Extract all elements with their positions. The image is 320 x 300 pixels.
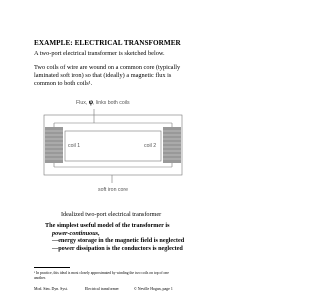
paragraph-line: common to both coils¹. [34, 80, 93, 88]
coil-1-winding [45, 127, 63, 163]
footnote [34, 271, 204, 280]
figure-caption: Idealized two-port electrical transformer [61, 211, 162, 218]
section-title: EXAMPLE: ELECTRICAL TRANSFORMER [34, 39, 181, 47]
footer-page: © Neville Hogan, page 1 [133, 287, 173, 291]
model-line: The simplest useful model of the transformer is [45, 222, 170, 229]
model-line-italic: power-continuous, [52, 229, 100, 237]
intro-text: A two-port electrical transformer is sketched below. [34, 50, 165, 57]
coil-1-label: coil 1 [68, 143, 81, 149]
coil-2-label: coil 2 [144, 143, 157, 149]
footnote-line: ¹ In practice, this ideal is most closely approximated by winding the two coils on top of one [34, 271, 169, 275]
footnote-line: another. [34, 275, 46, 280]
core-outer [44, 115, 182, 175]
flux-label: Flux, φ, links both coils [76, 100, 130, 106]
model-bullet: —energy storage in the magnetic field is neglected [52, 237, 185, 245]
page-footer [34, 287, 212, 291]
transformer-diagram [32, 93, 197, 203]
coil-2-winding [163, 127, 181, 163]
paragraph-line: laminated soft iron) so that (ideally) a magnetic flux is [34, 72, 172, 80]
footer-topic: Electrical transformer [84, 287, 119, 291]
model-bullet: —power dissipation is the conductors is neglected [52, 244, 183, 252]
footer-course: Mod. Sim. Dyn. Syst. [34, 287, 68, 291]
model-statement [45, 222, 184, 252]
flux-symbol: φ [88, 100, 93, 106]
core-label: soft iron core [98, 187, 128, 193]
description-paragraph [34, 64, 204, 89]
paragraph-line: Two coils of wire are wound on a common core (typically [34, 64, 181, 71]
footnote-rule [34, 267, 70, 268]
